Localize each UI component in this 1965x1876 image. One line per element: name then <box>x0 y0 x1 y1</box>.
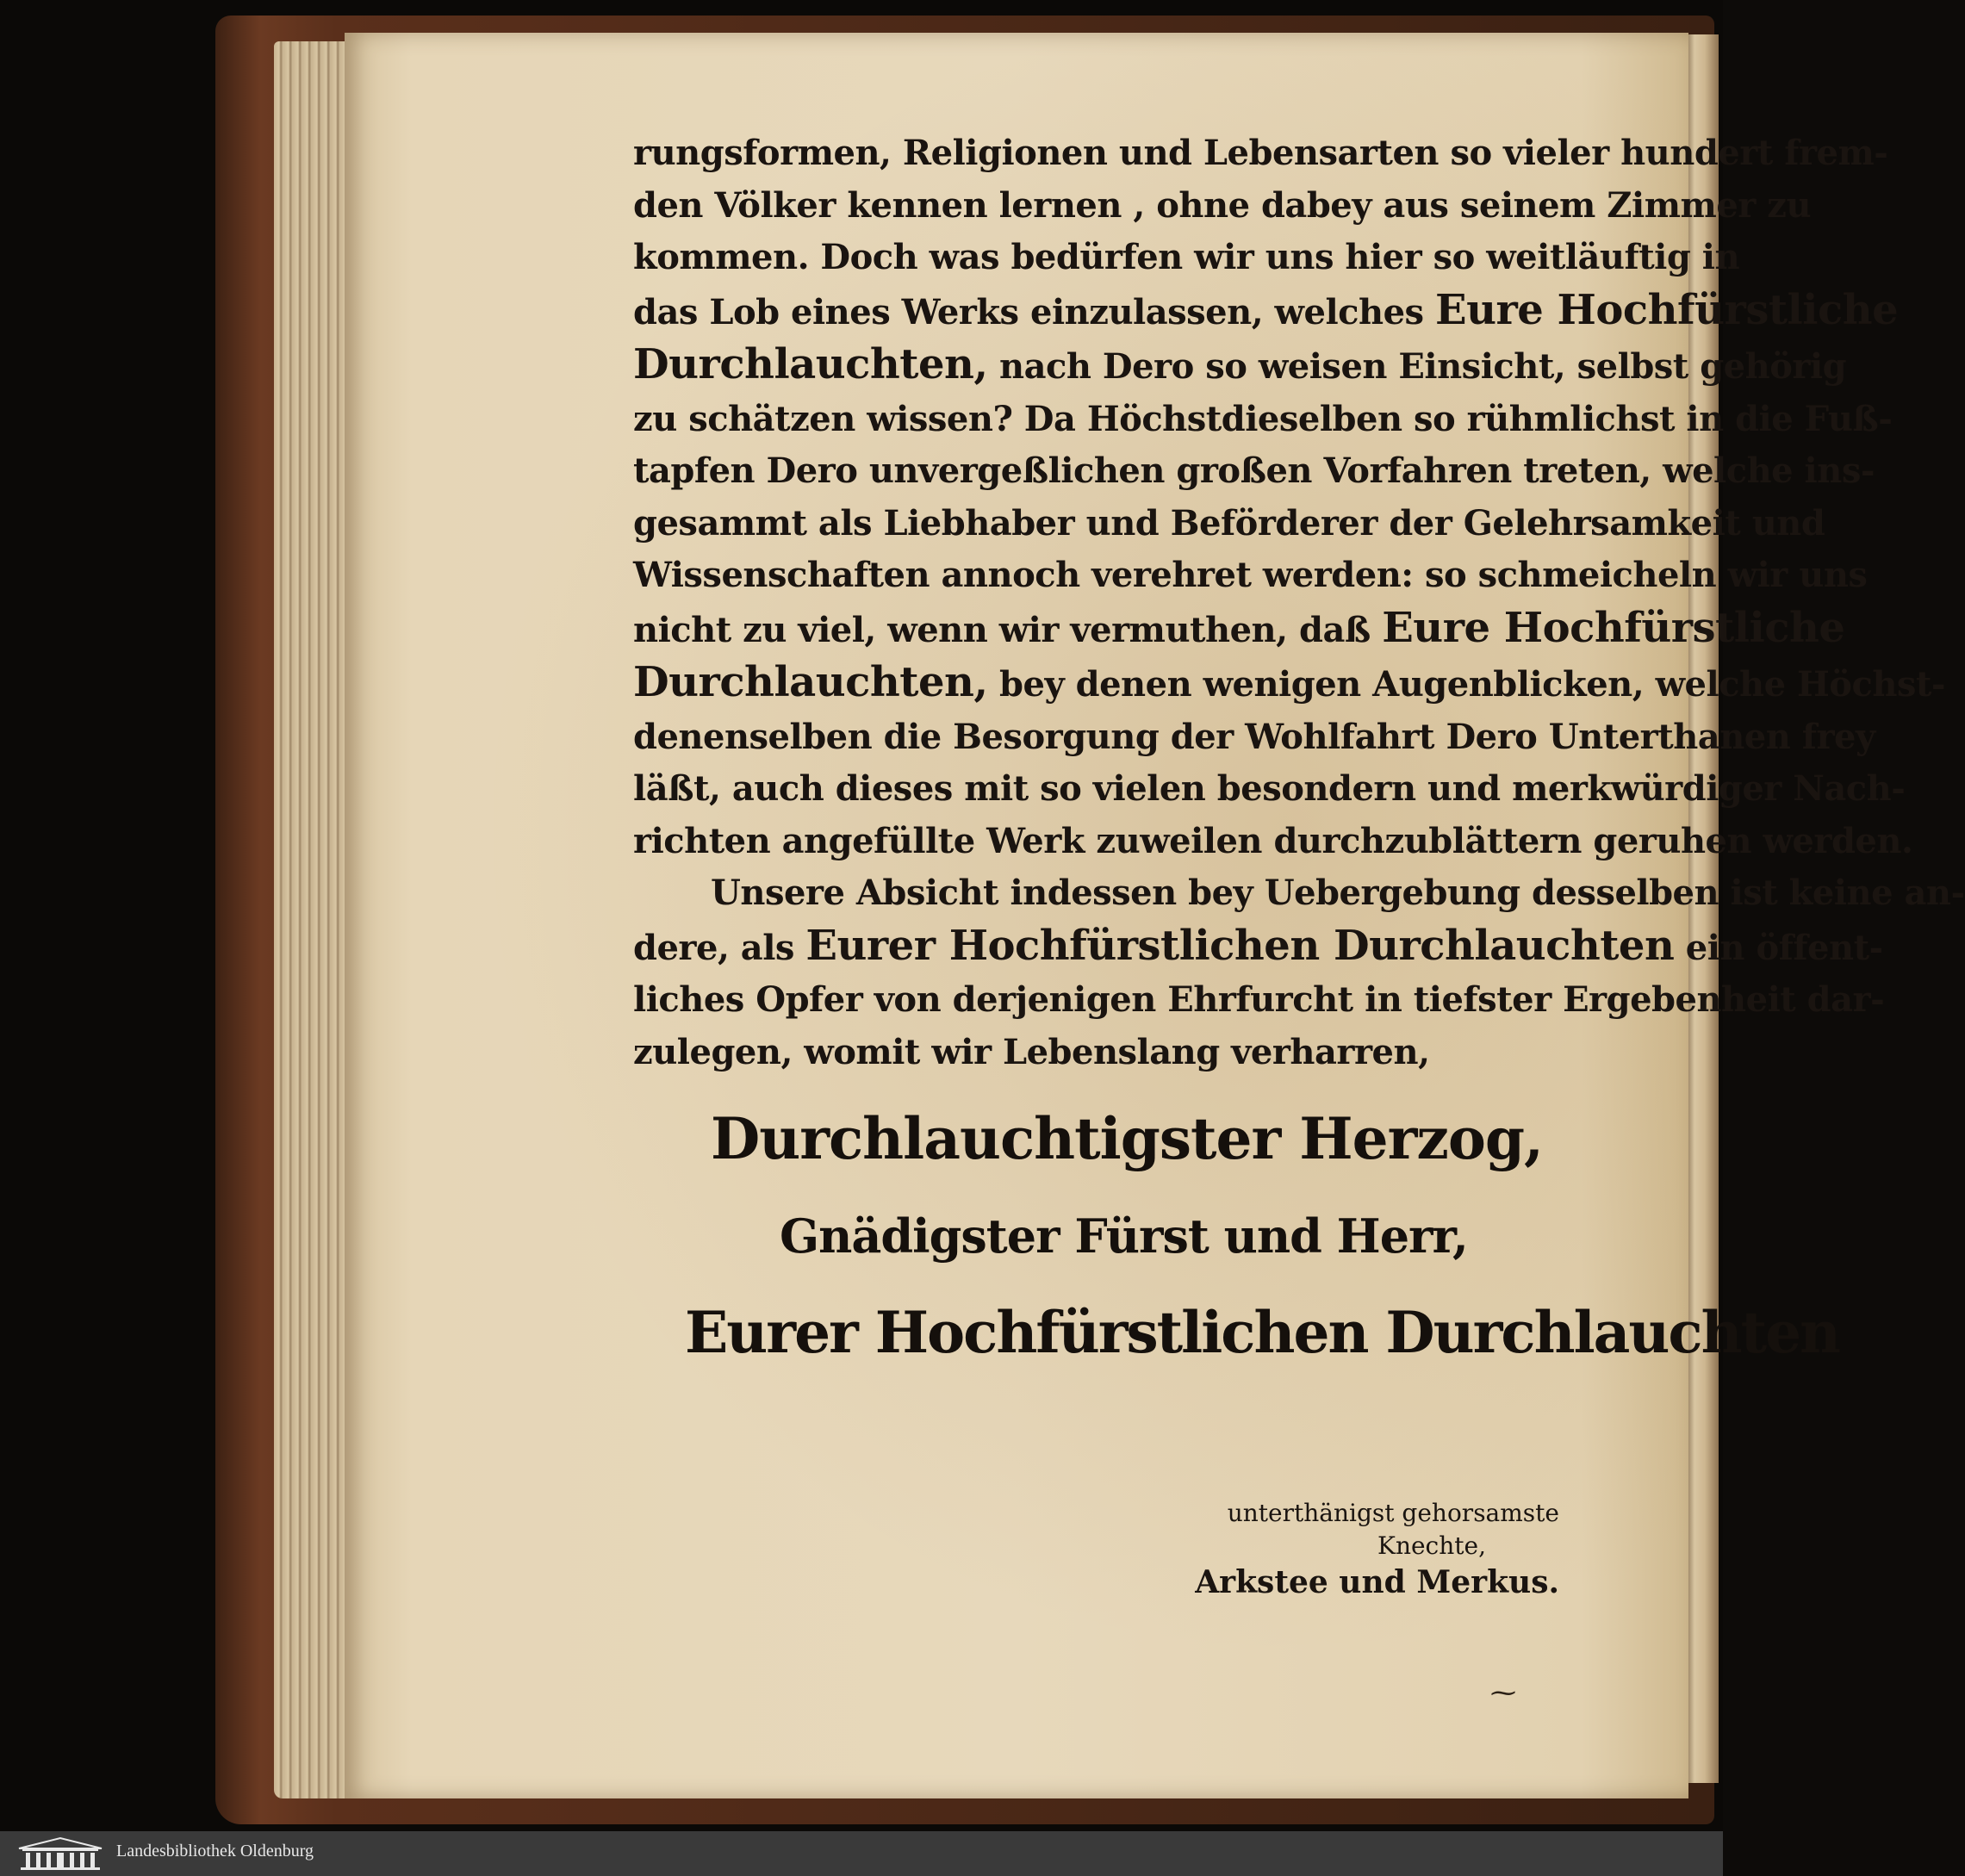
text-line: liches Opfer von derjenigen Ehrfurcht in tiefster Ergebenheit dar- <box>633 979 1885 1020</box>
closing-salutation-line: Durchlauchtigster Herzog, <box>711 1105 1543 1172</box>
text-line: den Völker kennen lernen , ohne dabey aus seinem Zimmer zu <box>633 184 1812 226</box>
text-segment: das Lob eines Werks einzulassen, welches <box>633 291 1424 332</box>
page-edge-left <box>274 41 351 1798</box>
signature-line: Knechte, <box>1377 1531 1486 1560</box>
library-building-icon <box>17 1836 103 1871</box>
text-segment: nicht zu viel, wenn wir vermuthen, daß <box>633 609 1371 650</box>
footer-bar <box>0 1831 1723 1876</box>
text-segment: ein öffent- <box>1674 927 1883 968</box>
body-text <box>633 127 1965 1078</box>
text-line: läßt, auch dieses mit so vielen besondern und merkwürdiger Nach- <box>633 768 1906 809</box>
book-page <box>345 33 1965 1798</box>
text-line: Unsere Absicht indessen bey Uebergebung desselben ist keine an- <box>711 873 1965 913</box>
emphasis-title: Eure Hochfürstliche <box>1382 603 1845 652</box>
catchmark-flourish: ⁓ <box>1490 1678 1516 1708</box>
text-line <box>633 920 1943 975</box>
signature-line: unterthänigst gehorsamste <box>1227 1499 1559 1527</box>
emphasis-title: Durchlauchten, <box>633 658 988 706</box>
text-line: denenselben die Besorgung der Wohlfahrt Dero Unterthanen frey <box>633 716 1875 757</box>
emphasis-title: Eure Hochfürstliche <box>1434 285 1899 334</box>
text-line <box>633 602 1943 657</box>
text-line: zulegen, womit wir Lebenslang verharren, <box>633 1031 1430 1072</box>
text-segment: nach Dero so weisen Einsicht, selbst gehörig <box>987 346 1847 387</box>
signature-names: Arkstee und Merkus. <box>1195 1564 1559 1600</box>
text-line: gesammt als Liebhaber und Beförderer der Gelehrsamkeit und <box>633 502 1825 544</box>
text-segment: bey denen wenigen Augenblicken, welche Höchst- <box>987 664 1946 705</box>
emphasis-title: Eurer Hochfürstlichen Durchlauchten <box>805 921 1675 970</box>
text-line: tapfen Dero unvergeßlichen großen Vorfahren treten, welche ins- <box>633 450 1875 491</box>
text-line <box>633 339 1943 394</box>
emphasis-title: Durchlauchten, <box>633 340 988 388</box>
closing-salutation-line: Eurer Hochfürstlichen Durchlauchten <box>685 1299 1840 1366</box>
text-line: zu schätzen wissen? Da Höchstdieselben so rühmlichst in die Fuß- <box>633 398 1893 439</box>
text-line <box>633 656 1946 711</box>
text-line: richten angefüllte Werk zuweilen durchzublättern geruhen werden. <box>633 820 1913 861</box>
text-line: rungsformen, Religionen und Lebensarten so vieler hundert frem- <box>633 133 1888 173</box>
text-line: Wissenschaften annoch verehret werden: so schmeicheln wir uns <box>633 555 1868 595</box>
closing-salutation-line: Gnädigster Fürst und Herr, <box>780 1208 1468 1264</box>
footer-label: Landesbibliothek Oldenburg <box>116 1842 314 1860</box>
text-line: kommen. Doch was bedürfen wir uns hier so weitläuftig in <box>633 237 1740 277</box>
text-segment: dere, als <box>633 927 794 968</box>
text-line <box>633 284 1943 339</box>
